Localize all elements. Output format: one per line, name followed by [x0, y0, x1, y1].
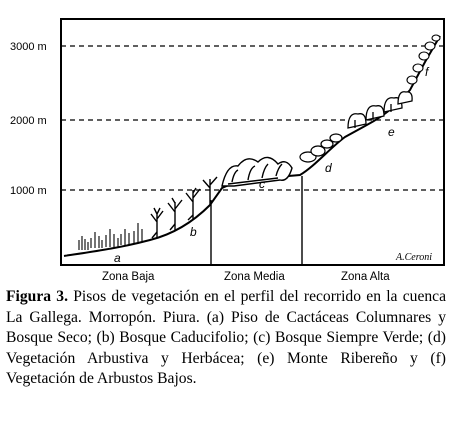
zone-label-baja: Zona Baja [102, 271, 155, 283]
zone-label-alta: Zona Alta [341, 271, 390, 283]
vegetation-letter-e: e [388, 125, 395, 139]
vegetation-low-shrubs [407, 35, 440, 84]
plot-frame [61, 19, 444, 265]
caption-label: Figura 3. [6, 288, 68, 305]
vegetation-letter-a: a [114, 251, 121, 265]
vegetation-letter-c: c [259, 177, 265, 191]
vegetation-letter-d: d [325, 161, 332, 175]
figure-caption [6, 287, 446, 390]
terrain-profile [64, 36, 440, 256]
altitude-tick-2000: 2000 m [10, 115, 47, 127]
vegetation-cacti [79, 223, 142, 250]
altitude-tick-3000: 3000 m [10, 41, 47, 53]
altitude-tick-1000: 1000 m [10, 185, 47, 197]
vegetation-riparian-forest [348, 92, 412, 128]
zone-label-media: Zona Media [224, 271, 285, 283]
caption-text: Pisos de vegetación en el perfil del recorrido en la cuenca La Gallega. Morropón. Piura. (a) Piso de Cactáceas Columnares y Bosque Seco; (b) Bosque Caducifolio; (c) Bosque Siempre Verde; (d) Vegetación Arbustiva y Herbácea; (e) Monte Ribereño y (f) Vegetación de Arbustos Bajos. [6, 288, 446, 388]
author-signature: A.Ceroni [396, 252, 433, 263]
vegetation-letter-f: f [425, 65, 429, 79]
vegetation-letter-b: b [190, 225, 197, 239]
vegetation-evergreen-forest [222, 157, 292, 186]
